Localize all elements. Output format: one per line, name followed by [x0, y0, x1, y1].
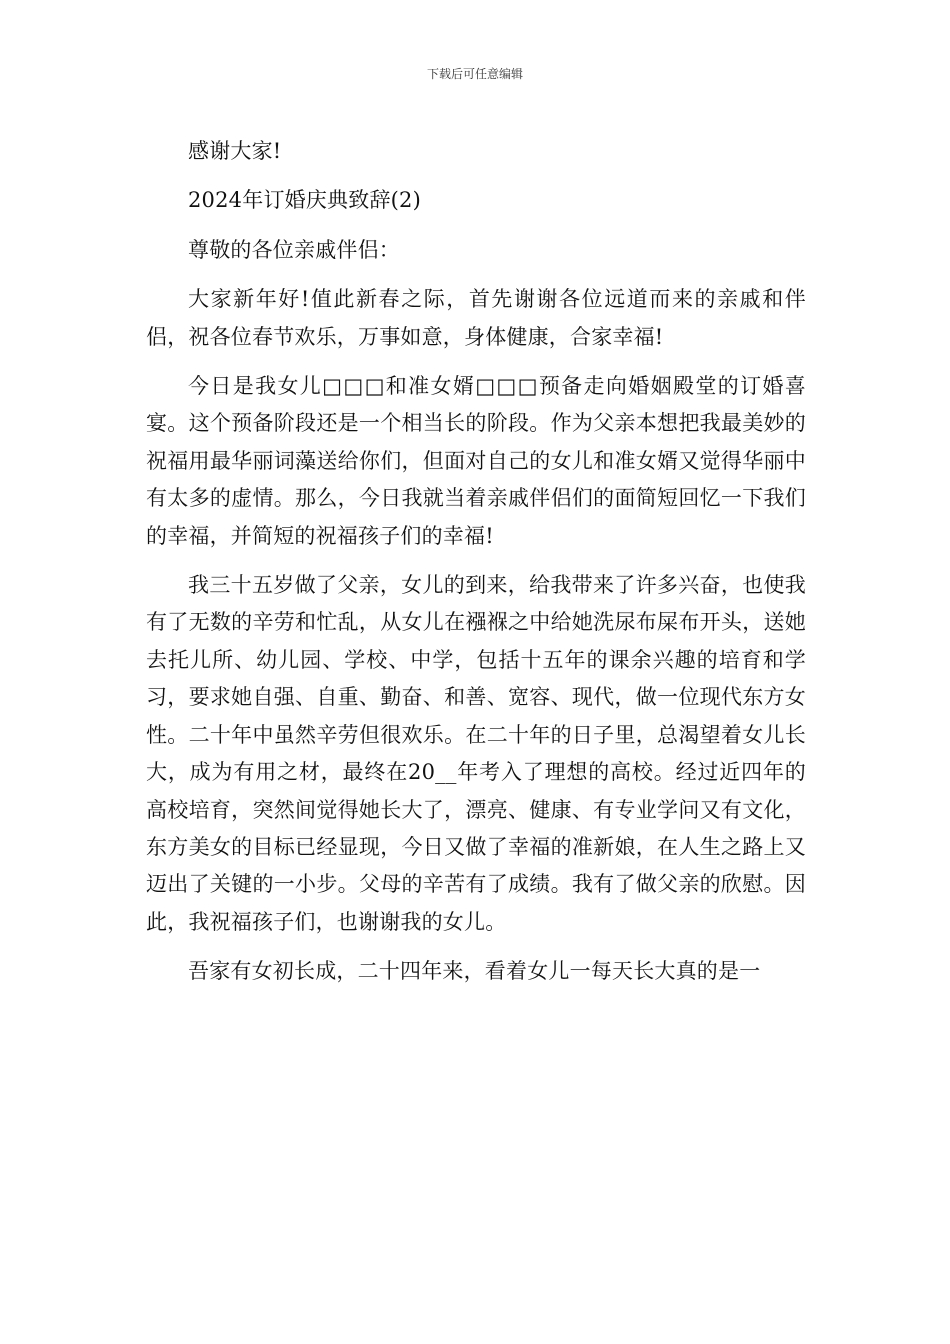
- paragraph-daughter: 吾家有女初长成，二十四年来，看着女儿一每天长大真的是一: [188, 959, 761, 984]
- salutation: 尊敬的各位亲戚伴侣：: [188, 237, 400, 262]
- paragraph-greeting: 大家新年好!值此新春之际，首先谢谢各位远道而来的亲戚和伴侣，祝各位春节欢乐，万事如意，身体健康，合家幸福!: [146, 287, 806, 349]
- page-header: 下载后可任意编辑: [426, 67, 523, 81]
- paragraph-memories: 我三十五岁做了父亲，女儿的到来，给我带来了许多兴奋，也使我有了无数的辛劳和忙乱，从女儿在襁褓之中给她洗尿布屎布开头，送她去托儿所、幼儿园、学校、中学，包括十五年的课余兴趣的培育和学习，要求她自强、自重、勤奋、和善、宽容、现代，做一位现代东方女性。二十年中虽然辛劳但很欢乐。在二十年的日子里，总渴望着女儿长大，成为有用之材，最终在20__年考入了理想的高校。经过近四年的高校培育，突然间觉得她长大了，漂亮、健康、有专业学问又有文化，东方美女的目标已经显现，今日又做了幸福的准新娘，在人生之路上又迈出了关键的一小步。父母的辛苦有了成绩。我有了做父亲的欣慰。因此，我祝福孩子们，也谢谢我的女儿。: [146, 573, 806, 934]
- section-title: 2024年订婚庆典致辞(2): [188, 188, 421, 213]
- document-body: [146, 133, 806, 1003]
- closing-thanks: 感谢大家!: [188, 139, 282, 163]
- paragraph-engagement: 今日是我女儿□□□和准女婿□□□预备走向婚姻殿堂的订婚喜宴。这个预备阶段还是一个相当长的阶段。作为父亲本想把我最美妙的祝福用最华丽词藻送给你们，但面对自己的女儿和准女婿又觉得华丽中有太多的虚情。那么，今日我就当着亲戚伴侣们的面简短回忆一下我们的幸福，并简短的祝福孩子们的幸福!: [146, 374, 806, 548]
